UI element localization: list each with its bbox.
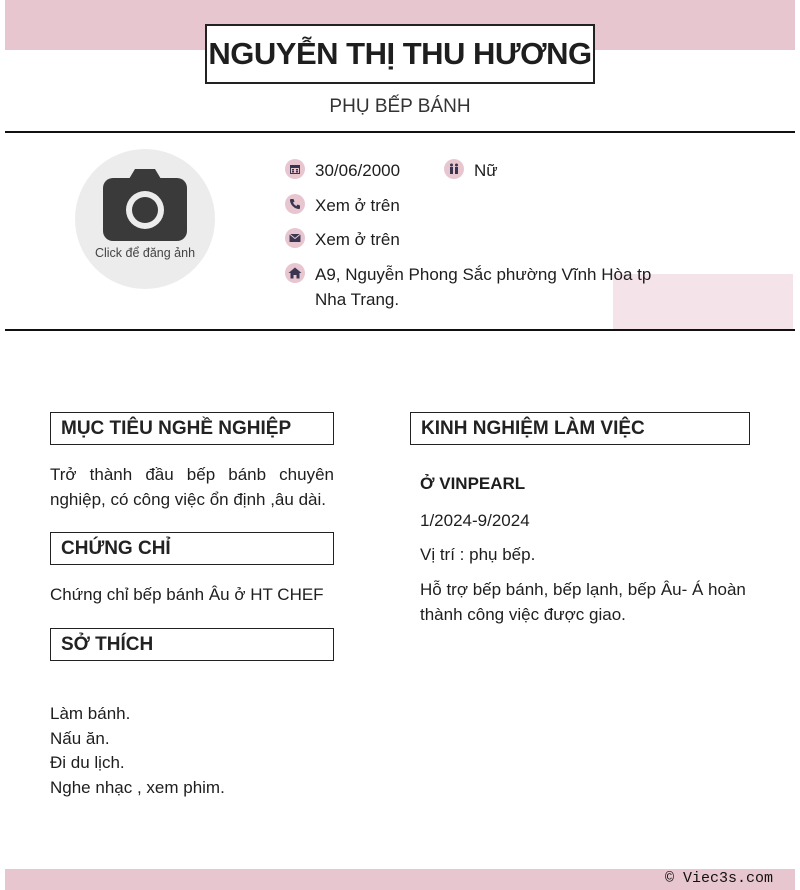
hobbies-heading[interactable] bbox=[50, 628, 334, 661]
phone-icon bbox=[285, 194, 305, 214]
address-line-1[interactable]: A9, Nguyễn Phong Sắc phường Vĩnh Hòa tp bbox=[315, 265, 652, 284]
phone[interactable]: Xem ở trên bbox=[315, 196, 400, 215]
candidate-name: NGUYỄN THỊ THU HƯƠNG bbox=[208, 36, 592, 71]
hobby-item: Đi du lịch. bbox=[50, 753, 125, 773]
hobby-item: Nấu ăn. bbox=[50, 728, 110, 748]
certificates-text[interactable]: Chứng chỉ bếp bánh Âu ở HT CHEF bbox=[50, 585, 324, 604]
objective-text[interactable]: Trở thành đầu bếp bánb chuyên nghiệp, có công việc ổn định ,âu dài. bbox=[50, 465, 334, 509]
gender[interactable]: Nữ bbox=[474, 161, 498, 180]
avatar-upload[interactable] bbox=[75, 149, 215, 289]
gender-icon bbox=[444, 159, 464, 179]
calendar-icon bbox=[285, 159, 305, 179]
experience-description[interactable]: Hỗ trợ bếp bánh, bếp lạnh, bếp Âu- Á hoàn thành công việc được giao. bbox=[420, 580, 746, 624]
address-line-2[interactable]: Nha Trang. bbox=[315, 290, 400, 309]
certificates-title: CHỨNG CHỈ bbox=[61, 537, 171, 559]
certificates-heading[interactable] bbox=[50, 532, 334, 565]
avatar-caption: Click để đăng ảnh bbox=[94, 246, 196, 260]
objective-title: MỤC TIÊU NGHỀ NGHIỆP bbox=[61, 417, 292, 439]
name-box[interactable] bbox=[205, 24, 595, 84]
objective-heading[interactable] bbox=[50, 412, 334, 445]
divider-bottom bbox=[5, 329, 795, 331]
camera-icon bbox=[103, 169, 187, 241]
experience-position[interactable]: Vị trí : phụ bếp. bbox=[420, 545, 536, 564]
job-title[interactable]: PHỤ BẾP BÁNH bbox=[329, 96, 471, 117]
experience-title: KINH NGHIỆM LÀM VIỆC bbox=[421, 417, 645, 439]
divider-top bbox=[5, 131, 795, 133]
hobby-item: Làm bánh. bbox=[50, 704, 131, 723]
home-icon bbox=[285, 263, 305, 283]
hobbies-list[interactable] bbox=[50, 702, 334, 801]
hobby-item: Nghe nhạc , xem phim. bbox=[50, 778, 225, 798]
email[interactable]: Xem ở trên bbox=[315, 230, 400, 249]
experience-heading[interactable] bbox=[410, 412, 750, 445]
hobbies-title: SỞ THÍCH bbox=[61, 633, 154, 655]
email-icon bbox=[285, 228, 305, 248]
copyright: © Viec3s.com bbox=[664, 870, 773, 887]
experience-period[interactable]: 1/2024-9/2024 bbox=[420, 511, 530, 530]
birthdate[interactable]: 30/06/2000 bbox=[315, 161, 401, 180]
experience-company[interactable]: Ở VINPEARL bbox=[420, 474, 526, 493]
